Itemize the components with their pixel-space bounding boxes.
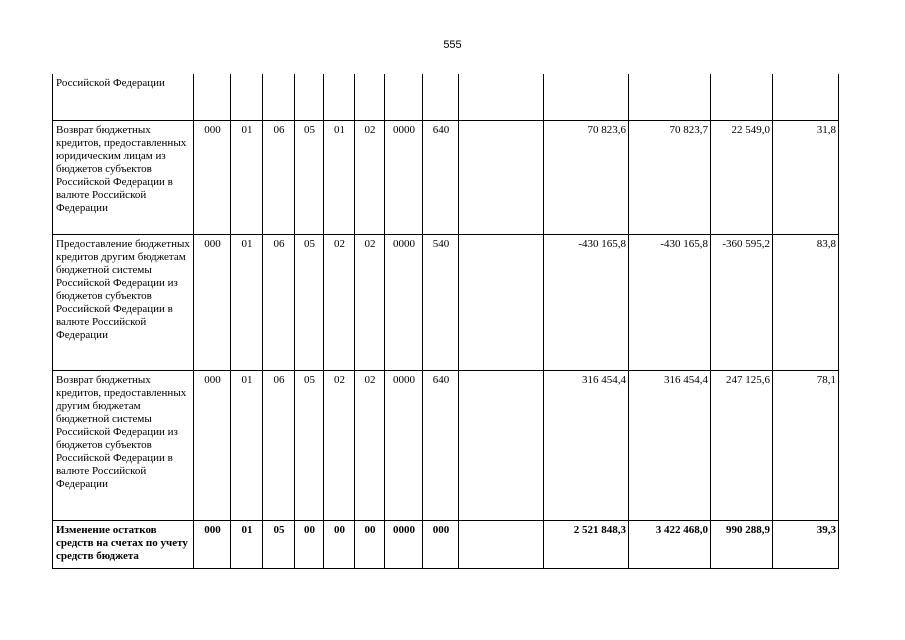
code-cell: 05 — [263, 520, 295, 568]
value-cell — [773, 74, 839, 120]
code-cell: 640 — [423, 370, 459, 520]
code-cell: 00 — [324, 520, 355, 568]
value-cell: 78,1 — [773, 370, 839, 520]
code-cell — [231, 74, 263, 120]
code-cell: 540 — [423, 234, 459, 370]
value-cell: 70 823,7 — [629, 120, 711, 234]
code-cell: 0000 — [385, 120, 423, 234]
code-cell: 02 — [324, 234, 355, 370]
table-row — [53, 234, 839, 370]
code-cell: 00 — [355, 520, 385, 568]
page-number: 555 — [443, 39, 462, 51]
code-cell: 0000 — [385, 520, 423, 568]
code-cell: 640 — [423, 120, 459, 234]
code-cell — [263, 74, 295, 120]
table-row — [53, 520, 839, 568]
empty-cell — [459, 520, 544, 568]
table-row — [53, 74, 839, 120]
code-cell: 000 — [194, 520, 231, 568]
row-name-cell: Российской Федерации — [53, 74, 194, 120]
code-cell: 05 — [295, 234, 324, 370]
code-cell: 000 — [423, 520, 459, 568]
row-name-cell: Предоставление бюджетных кредитов другим бюджетам бюджетной системы Российской Федерации из бюджетов субъектов Российской Федерации в валюте Российской Федерации — [53, 234, 194, 370]
code-cell — [423, 74, 459, 120]
code-cell — [355, 74, 385, 120]
code-cell — [194, 74, 231, 120]
empty-cell — [459, 120, 544, 234]
row-name-cell: Возврат бюджетных кредитов, предоставленных юридическим лицам из бюджетов субъектов Российской Федерации в валюте Российской Федерации — [53, 120, 194, 234]
value-cell: 83,8 — [773, 234, 839, 370]
value-cell: 22 549,0 — [711, 120, 773, 234]
empty-cell — [459, 370, 544, 520]
code-cell: 0000 — [385, 370, 423, 520]
value-cell: 247 125,6 — [711, 370, 773, 520]
code-cell: 01 — [324, 120, 355, 234]
value-cell — [711, 74, 773, 120]
value-cell: -430 165,8 — [629, 234, 711, 370]
code-cell — [295, 74, 324, 120]
row-name-cell: Изменение остатков средств на счетах по учету средств бюджета — [53, 520, 194, 568]
code-cell: 05 — [295, 120, 324, 234]
code-cell: 02 — [324, 370, 355, 520]
budget-table — [52, 74, 839, 569]
value-cell: 39,3 — [773, 520, 839, 568]
value-cell: 3 422 468,0 — [629, 520, 711, 568]
code-cell: 06 — [263, 234, 295, 370]
code-cell: 01 — [231, 120, 263, 234]
code-cell: 06 — [263, 120, 295, 234]
value-cell: 31,8 — [773, 120, 839, 234]
empty-cell — [459, 234, 544, 370]
code-cell: 06 — [263, 370, 295, 520]
code-cell: 01 — [231, 520, 263, 568]
value-cell: -360 595,2 — [711, 234, 773, 370]
value-cell: 990 288,9 — [711, 520, 773, 568]
row-name-cell: Возврат бюджетных кредитов, предоставленных другим бюджетам бюджетной системы Российской Федерации из бюджетов субъектов Российской Федерации в валюте Российской Федерации — [53, 370, 194, 520]
empty-cell — [459, 74, 544, 120]
table-row — [53, 370, 839, 520]
value-cell: 70 823,6 — [544, 120, 629, 234]
code-cell: 00 — [295, 520, 324, 568]
code-cell: 02 — [355, 370, 385, 520]
table-row — [53, 120, 839, 234]
value-cell: 2 521 848,3 — [544, 520, 629, 568]
code-cell: 01 — [231, 370, 263, 520]
code-cell: 01 — [231, 234, 263, 370]
code-cell — [324, 74, 355, 120]
value-cell: -430 165,8 — [544, 234, 629, 370]
code-cell: 02 — [355, 234, 385, 370]
code-cell: 05 — [295, 370, 324, 520]
value-cell — [544, 74, 629, 120]
code-cell: 000 — [194, 120, 231, 234]
value-cell: 316 454,4 — [629, 370, 711, 520]
code-cell: 000 — [194, 234, 231, 370]
code-cell — [385, 74, 423, 120]
value-cell: 316 454,4 — [544, 370, 629, 520]
code-cell: 02 — [355, 120, 385, 234]
code-cell: 0000 — [385, 234, 423, 370]
budget-table-body — [53, 74, 839, 568]
value-cell — [629, 74, 711, 120]
code-cell: 000 — [194, 370, 231, 520]
